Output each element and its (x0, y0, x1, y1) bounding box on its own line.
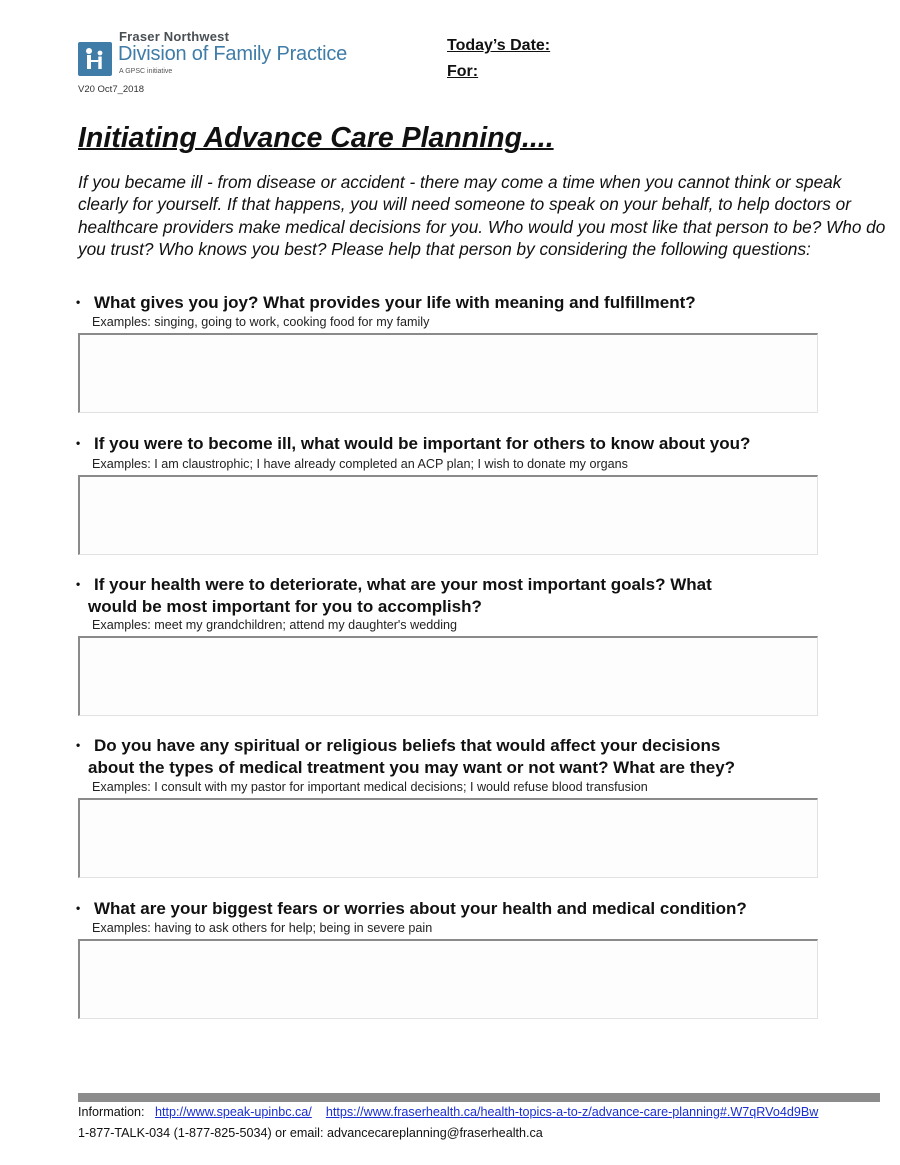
org-name-line2: Division of Family Practice (118, 43, 348, 65)
org-name-line1: Fraser Northwest (119, 29, 230, 44)
answer-box-5[interactable] (78, 939, 818, 1019)
question-text-continued: would be most important for you to accomplish? (88, 597, 482, 616)
question-1 (76, 291, 886, 314)
version-label: V20 Oct7_2018 (78, 84, 145, 95)
answer-box-3[interactable] (78, 636, 818, 716)
answer-box-4[interactable] (78, 798, 818, 878)
footer-info (78, 1105, 818, 1119)
question-3 (76, 573, 886, 618)
bullet-icon: • (76, 738, 81, 752)
question-text: If your health were to deteriorate, what are your most important goals? What (94, 575, 712, 594)
question-text-continued: about the types of medical treatment you may want or not want? What are they? (88, 758, 736, 777)
bullet-icon: • (76, 436, 81, 450)
bullet-icon: • (76, 901, 81, 915)
info-label: Information: (78, 1105, 145, 1119)
question-text: What are your biggest fears or worries about your health and medical condition? (94, 899, 747, 918)
for-label: For: (447, 63, 479, 80)
bullet-icon: • (76, 295, 81, 309)
question-5-example: Examples: having to ask others for help; being in severe pain (92, 921, 433, 935)
family-practice-logo-icon (78, 42, 112, 76)
question-3-example: Examples: meet my grandchildren; attend my daughter's wedding (92, 618, 458, 632)
answer-box-1[interactable] (78, 333, 818, 413)
question-2-example: Examples: I am claustrophic; I have already completed an ACP plan; I wish to donate my organs (92, 457, 628, 471)
footer-contact: 1-877-TALK-034 (1-877-825-5034) or email: advancecareplanning@fraserhealth.ca (78, 1126, 543, 1140)
question-2 (76, 432, 886, 455)
question-1-example: Examples: singing, going to work, cooking food for my family (92, 315, 430, 329)
question-5 (76, 897, 886, 920)
answer-box-2[interactable] (78, 475, 818, 555)
question-4-example: Examples: I consult with my pastor for important medical decisions; I would refuse blood transfusion (92, 780, 648, 794)
org-tagline: A GPSC initiative (119, 68, 173, 75)
page-title: Initiating Advance Care Planning.... (78, 122, 554, 154)
bullet-icon: • (76, 577, 81, 591)
footer-divider (78, 1093, 880, 1102)
fraser-health-link[interactable]: https://www.fraserhealth.ca/health-topics-a-to-z/advance-care-planning#.W7qRVo4d9Bw (325, 1105, 819, 1119)
question-4 (76, 734, 886, 779)
question-text: Do you have any spiritual or religious beliefs that would affect your decisions (94, 736, 721, 755)
question-text: What gives you joy? What provides your life with meaning and fulfillment? (94, 293, 696, 312)
speak-up-link[interactable]: http://www.speak-upinbc.ca/ (155, 1105, 312, 1119)
todays-date-label: Today’s Date: (447, 37, 551, 54)
question-text: If you were to become ill, what would be important for others to know about you? (94, 434, 751, 453)
intro-paragraph: If you became ill - from disease or accident - there may come a time when you cannot think or speak clearly for yourself. If that happens, you will need someone to speak on your behalf, to help doctors or healthcare providers make medical decisions for you. Who would you most like that person to be? Who do you trust? Who knows you best? Please help that person by considering the following questions: (78, 172, 886, 260)
